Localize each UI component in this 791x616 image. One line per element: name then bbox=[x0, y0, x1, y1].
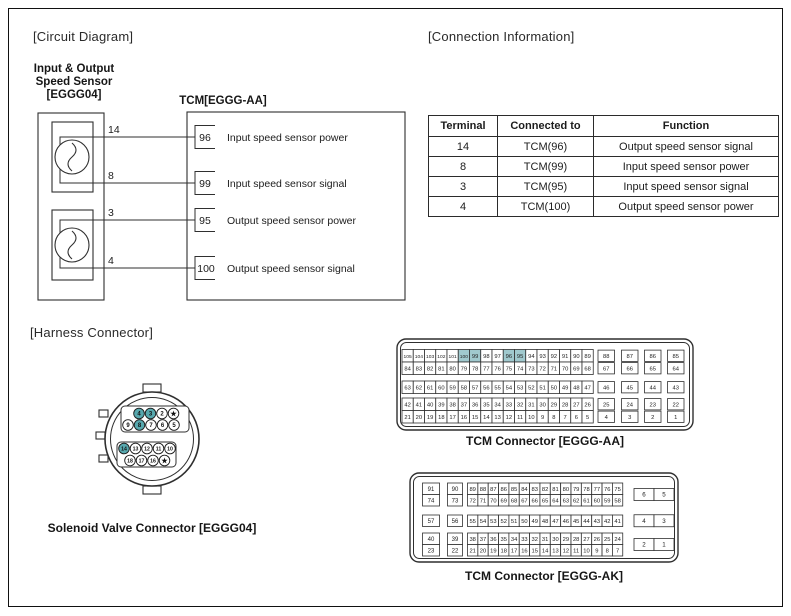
ak-pin-37-label: 37 bbox=[479, 536, 487, 543]
solenoid-pin-number: 10 bbox=[167, 446, 173, 453]
connector-side-tab bbox=[96, 432, 105, 439]
circuit-wire-labels bbox=[108, 124, 356, 275]
solenoid-pin-number: 12 bbox=[144, 446, 150, 453]
aa-pin-11-label: 11 bbox=[517, 414, 524, 421]
ak-pin-15-label: 15 bbox=[531, 548, 539, 555]
connector-bottom-tab bbox=[143, 486, 161, 494]
aa-pin-75-label: 75 bbox=[505, 366, 513, 373]
ak-pin-91-label: 91 bbox=[427, 486, 435, 493]
ak-pin-57-label: 57 bbox=[427, 518, 435, 525]
aa-pin-22-label: 22 bbox=[672, 402, 679, 409]
tcm-pin-number: 96 bbox=[199, 132, 211, 144]
solenoid-pin-number: 11 bbox=[155, 446, 162, 453]
aa-pin-74-label: 74 bbox=[516, 366, 524, 373]
ak-pin-38-label: 38 bbox=[469, 536, 476, 543]
tcm-pin-number: 95 bbox=[199, 215, 211, 227]
wire-function-label: Input speed sensor signal bbox=[227, 178, 347, 190]
aa-pin-2-label: 2 bbox=[651, 414, 655, 421]
ak-pin-35-label: 35 bbox=[500, 536, 507, 543]
ak-pin-39-label: 39 bbox=[451, 536, 459, 543]
ak-pin-55-label: 55 bbox=[469, 518, 476, 525]
ak-pin-53-label: 53 bbox=[490, 518, 497, 525]
aa-pin-27-label: 27 bbox=[573, 402, 580, 409]
aa-pin-33-label: 33 bbox=[505, 402, 513, 409]
solenoid-pin-number: 7 bbox=[149, 423, 153, 430]
cell-function: Output speed sensor power bbox=[594, 197, 779, 217]
header-connected-to: Connected to bbox=[498, 116, 594, 137]
aa-pin-76-label: 76 bbox=[494, 366, 501, 373]
table-row bbox=[429, 177, 779, 197]
ak-pin-52-label: 52 bbox=[500, 518, 507, 525]
cell-function: Input speed sensor power bbox=[594, 157, 779, 177]
aa-pin-59-label: 59 bbox=[449, 385, 456, 392]
aa-pin-16-label: 16 bbox=[460, 414, 468, 421]
aa-pin-30-label: 30 bbox=[539, 402, 546, 409]
aa-pin-105-label: 105 bbox=[403, 354, 412, 360]
aa-pin-10-label: 10 bbox=[528, 414, 535, 421]
ak-pin-28-label: 28 bbox=[572, 536, 580, 543]
aa-pin-40-label: 40 bbox=[426, 402, 434, 409]
aa-pin-104-label: 104 bbox=[414, 354, 423, 360]
solenoid-pin-number: 9 bbox=[126, 423, 130, 430]
aa-pin-100-label: 100 bbox=[459, 354, 468, 360]
sensor-pin-label: 8 bbox=[108, 170, 114, 182]
aa-pin-28-label: 28 bbox=[561, 402, 569, 409]
aa-pin-38-label: 38 bbox=[449, 402, 456, 409]
aa-pin-61-label: 61 bbox=[426, 385, 434, 392]
aa-pin-21-label: 21 bbox=[404, 414, 411, 421]
aa-pin-70-label: 70 bbox=[561, 366, 569, 373]
ak-pin-23-label: 23 bbox=[427, 548, 435, 555]
header-terminal: Terminal bbox=[429, 116, 498, 137]
aa-pin-46-label: 46 bbox=[603, 385, 610, 392]
aa-pin-67-label: 67 bbox=[603, 366, 610, 373]
tcm-pin-number: 100 bbox=[197, 263, 215, 275]
aa-pin-41-label: 41 bbox=[415, 402, 423, 409]
aa-pin-63-label: 63 bbox=[404, 385, 411, 392]
ak-pin-12-label: 12 bbox=[562, 548, 570, 555]
ak-pin-9-label: 9 bbox=[595, 548, 599, 555]
solenoid-pin-number: ★ bbox=[170, 411, 177, 419]
ak-pin-4-label: 4 bbox=[642, 517, 646, 525]
ak-pin-85-label: 85 bbox=[510, 486, 518, 493]
connection-table bbox=[428, 115, 779, 217]
solenoid-pin-number: 8 bbox=[137, 423, 142, 430]
ak-pin-25-label: 25 bbox=[603, 536, 611, 543]
aa-pin-24-label: 24 bbox=[626, 402, 633, 409]
aa-pin-55-label: 55 bbox=[494, 385, 501, 392]
solenoid-pin-number: 18 bbox=[127, 458, 133, 465]
ak-pin-63-label: 63 bbox=[562, 498, 570, 505]
ak-pin-71-label: 71 bbox=[479, 498, 487, 505]
cell-terminal: 8 bbox=[429, 157, 498, 177]
wire-3 bbox=[60, 220, 195, 233]
tcm-aa-caption: TCM Connector [EGGG-AA] bbox=[466, 434, 624, 448]
ak-pin-87-label: 87 bbox=[490, 486, 497, 493]
ak-pin-56-label: 56 bbox=[451, 518, 459, 525]
aa-pin-25-label: 25 bbox=[603, 402, 610, 409]
cell-function: Input speed sensor signal bbox=[594, 177, 779, 197]
ak-pin-20-label: 20 bbox=[479, 548, 487, 555]
table-row bbox=[429, 137, 779, 157]
connector-top-tab bbox=[143, 384, 161, 392]
aa-pin-93-label: 93 bbox=[539, 353, 546, 360]
aa-pin-103-label: 103 bbox=[426, 354, 435, 360]
aa-pin-17-label: 17 bbox=[449, 414, 456, 421]
solenoid-pin-number: 4 bbox=[137, 411, 141, 418]
harness-section-title: [Harness Connector] bbox=[30, 325, 154, 340]
ak-pin-79-label: 79 bbox=[572, 486, 580, 493]
aa-pin-29-label: 29 bbox=[550, 402, 558, 409]
ak-pin-36-label: 36 bbox=[490, 536, 497, 543]
cell-terminal: 4 bbox=[429, 197, 498, 217]
solenoid-connector-caption: Solenoid Valve Connector [EGGG04] bbox=[47, 521, 257, 535]
ak-pin-17-label: 17 bbox=[510, 548, 518, 555]
ak-pin-61-label: 61 bbox=[583, 498, 590, 505]
aa-pin-62-label: 62 bbox=[415, 385, 423, 392]
aa-pin-9-label: 9 bbox=[541, 414, 545, 421]
aa-pin-99-label: 99 bbox=[471, 353, 479, 360]
sensor-pin-label: 14 bbox=[108, 124, 120, 136]
solenoid-pin-number: 5 bbox=[172, 423, 176, 430]
ak-pin-60-label: 60 bbox=[593, 498, 601, 505]
aa-pin-65-label: 65 bbox=[649, 366, 656, 373]
ak-pin-86-label: 86 bbox=[500, 486, 507, 493]
ak-pin-3-label: 3 bbox=[662, 517, 666, 525]
ak-pin-54-label: 54 bbox=[479, 518, 487, 525]
aa-pin-85-label: 85 bbox=[672, 353, 679, 360]
aa-pin-47-label: 47 bbox=[584, 385, 591, 392]
ak-pin-59-label: 59 bbox=[603, 498, 611, 505]
ak-pin-13-label: 13 bbox=[552, 548, 559, 555]
aa-pin-72-label: 72 bbox=[539, 366, 546, 373]
aa-pin-71-label: 71 bbox=[550, 366, 558, 373]
tcm-pin-number: 99 bbox=[199, 178, 211, 190]
aa-pin-82-label: 82 bbox=[426, 366, 434, 373]
aa-pin-69-label: 69 bbox=[573, 366, 580, 373]
ak-pin-31-label: 31 bbox=[541, 536, 549, 543]
solenoid-pin-number: 3 bbox=[148, 411, 153, 418]
ak-pin-10-label: 10 bbox=[583, 548, 590, 555]
circuit-wires bbox=[60, 126, 215, 280]
aa-pin-77-label: 77 bbox=[483, 366, 490, 373]
aa-pin-32-label: 32 bbox=[516, 402, 524, 409]
aa-pin-84-label: 84 bbox=[404, 366, 411, 373]
aa-pin-66-label: 66 bbox=[626, 366, 633, 373]
aa-pin-45-label: 45 bbox=[626, 385, 633, 392]
aa-pin-58-label: 58 bbox=[460, 385, 468, 392]
header-function: Function bbox=[594, 116, 779, 137]
cell-terminal: 14 bbox=[429, 137, 498, 157]
solenoid-pin-number: ★ bbox=[161, 458, 168, 466]
ak-pin-78-label: 78 bbox=[583, 486, 590, 493]
ak-pin-73-label: 73 bbox=[451, 498, 459, 505]
ak-pin-84-label: 84 bbox=[521, 486, 528, 493]
aa-pin-36-label: 36 bbox=[471, 402, 479, 409]
cell-connected-to: TCM(99) bbox=[498, 157, 594, 177]
aa-pin-14-label: 14 bbox=[483, 414, 490, 421]
ak-pin-49-label: 49 bbox=[531, 518, 539, 525]
ak-pin-80-label: 80 bbox=[562, 486, 570, 493]
solenoid-pin-number: 13 bbox=[132, 446, 139, 453]
solenoid-pin-number: 17 bbox=[138, 458, 145, 465]
aa-pin-48-label: 48 bbox=[573, 385, 580, 392]
solenoid-pin-number: 2 bbox=[160, 411, 164, 418]
ak-pin-32-label: 32 bbox=[531, 536, 539, 543]
aa-pin-89-label: 89 bbox=[584, 353, 591, 360]
ak-pin-18-label: 18 bbox=[500, 548, 507, 555]
aa-pin-52-label: 52 bbox=[528, 385, 535, 392]
aa-pin-37-label: 37 bbox=[460, 402, 468, 409]
ak-pin-69-label: 69 bbox=[500, 498, 507, 505]
speed-sensor-symbol-2 bbox=[55, 228, 89, 262]
aa-pin-56-label: 56 bbox=[483, 385, 490, 392]
sensor-label-line2: Speed Sensor bbox=[35, 76, 113, 88]
aa-pin-53-label: 53 bbox=[516, 385, 524, 392]
ak-pin-26-label: 26 bbox=[593, 536, 601, 543]
tcm-ak-caption: TCM Connector [EGGG-AK] bbox=[465, 569, 623, 583]
solenoid-pin-number: 16 bbox=[150, 458, 156, 465]
solenoid-connector-outline bbox=[96, 384, 199, 494]
ak-pin-1-label: 1 bbox=[662, 541, 666, 549]
ak-pin-34-label: 34 bbox=[510, 536, 518, 543]
ak-pin-2-label: 2 bbox=[642, 541, 646, 549]
ak-pin-21-label: 21 bbox=[469, 548, 476, 555]
sensor-label-line3: [EGGG04] bbox=[46, 89, 102, 101]
aa-pin-13-label: 13 bbox=[494, 414, 501, 421]
aa-pin-51-label: 51 bbox=[539, 385, 546, 392]
sensor-pin-label: 4 bbox=[108, 255, 114, 267]
aa-pin-4-label: 4 bbox=[604, 414, 608, 421]
wire-8 bbox=[60, 169, 195, 183]
aa-pin-1-label: 1 bbox=[674, 414, 678, 421]
aa-pin-83-label: 83 bbox=[415, 366, 423, 373]
ak-pin-29-label: 29 bbox=[562, 536, 570, 543]
aa-pin-101-label: 101 bbox=[448, 354, 457, 360]
aa-pin-23-label: 23 bbox=[649, 402, 656, 409]
aa-pin-26-label: 26 bbox=[584, 402, 591, 409]
sensor-connector-box bbox=[38, 113, 104, 300]
aa-pin-49-label: 49 bbox=[561, 385, 569, 392]
ak-pin-47-label: 47 bbox=[552, 518, 559, 525]
aa-pin-18-label: 18 bbox=[438, 414, 445, 421]
aa-pin-97-label: 97 bbox=[494, 353, 501, 360]
ak-pin-83-label: 83 bbox=[531, 486, 539, 493]
ak-pin-27-label: 27 bbox=[583, 536, 590, 543]
aa-pin-57-label: 57 bbox=[471, 385, 479, 392]
aa-pin-3-label: 3 bbox=[628, 414, 632, 421]
speed-sensor-symbol-1 bbox=[55, 140, 89, 174]
ak-pin-11-label: 11 bbox=[573, 548, 580, 555]
aa-pin-73-label: 73 bbox=[528, 366, 535, 373]
ak-pin-68-label: 68 bbox=[510, 498, 518, 505]
ak-pin-67-label: 67 bbox=[521, 498, 528, 505]
ak-pin-75-label: 75 bbox=[614, 486, 621, 493]
ak-pin-70-label: 70 bbox=[490, 498, 497, 505]
aa-pin-88-label: 88 bbox=[603, 353, 610, 360]
ak-pin-45-label: 45 bbox=[572, 518, 580, 525]
aa-pin-20-label: 20 bbox=[415, 414, 423, 421]
aa-pin-80-label: 80 bbox=[449, 366, 456, 373]
ak-pin-46-label: 46 bbox=[562, 518, 570, 525]
table-row bbox=[429, 197, 779, 217]
wire-function-label: Output speed sensor signal bbox=[227, 263, 355, 275]
ak-pin-62-label: 62 bbox=[572, 498, 580, 505]
ak-pin-72-label: 72 bbox=[469, 498, 476, 505]
aa-pin-92-label: 92 bbox=[550, 353, 558, 360]
ak-pin-30-label: 30 bbox=[552, 536, 559, 543]
ak-pin-90-label: 90 bbox=[451, 486, 459, 493]
aa-pin-94-label: 94 bbox=[528, 353, 535, 360]
aa-pin-15-label: 15 bbox=[471, 414, 479, 421]
connection-section-title: [Connection Information] bbox=[428, 29, 575, 44]
cell-function: Output speed sensor signal bbox=[594, 137, 779, 157]
aa-pin-64-label: 64 bbox=[672, 366, 679, 373]
aa-pin-42-label: 42 bbox=[404, 402, 411, 409]
ak-pin-44-label: 44 bbox=[583, 518, 590, 525]
wire-14 bbox=[60, 137, 195, 145]
aa-pin-34-label: 34 bbox=[494, 402, 501, 409]
ak-pin-50-label: 50 bbox=[521, 518, 528, 525]
ak-pin-40-label: 40 bbox=[427, 536, 435, 543]
ak-pin-16-label: 16 bbox=[521, 548, 528, 555]
table-row bbox=[429, 157, 779, 177]
sensor-pin-label: 3 bbox=[108, 207, 114, 219]
ak-pin-58-label: 58 bbox=[614, 498, 621, 505]
ak-pin-41-label: 41 bbox=[614, 518, 621, 525]
aa-pin-7-label: 7 bbox=[563, 414, 567, 421]
ak-pin-43-label: 43 bbox=[593, 518, 601, 525]
wire-function-label: Output speed sensor power bbox=[227, 215, 356, 227]
ak-pin-66-label: 66 bbox=[531, 498, 539, 505]
solenoid-pin-number: 6 bbox=[160, 423, 165, 430]
aa-pin-12-label: 12 bbox=[505, 414, 513, 421]
ak-pin-74-label: 74 bbox=[427, 498, 435, 505]
aa-pin-78-label: 78 bbox=[471, 366, 479, 373]
ak-pin-7-label: 7 bbox=[615, 548, 620, 555]
aa-pin-5-label: 5 bbox=[586, 414, 590, 421]
ak-pin-48-label: 48 bbox=[541, 518, 549, 525]
ak-pin-77-label: 77 bbox=[593, 486, 601, 493]
ak-pin-81-label: 81 bbox=[552, 486, 559, 493]
aa-pin-81-label: 81 bbox=[438, 366, 445, 373]
aa-pin-35-label: 35 bbox=[483, 402, 490, 409]
circuit-section-title: [Circuit Diagram] bbox=[33, 29, 134, 44]
aa-pin-44-label: 44 bbox=[649, 385, 656, 392]
ak-pin-5-label: 5 bbox=[662, 491, 666, 499]
aa-pin-50-label: 50 bbox=[550, 385, 558, 392]
aa-pin-19-label: 19 bbox=[426, 414, 434, 421]
aa-pin-98-label: 98 bbox=[483, 353, 490, 360]
ak-pin-33-label: 33 bbox=[521, 536, 528, 543]
ak-pin-8-label: 8 bbox=[605, 548, 609, 555]
tcm-ak-pins bbox=[423, 483, 675, 556]
cell-terminal: 3 bbox=[429, 177, 498, 197]
ak-pin-42-label: 42 bbox=[603, 518, 611, 525]
connection-table-header-row bbox=[429, 116, 779, 137]
tcm-label: TCM[EGGG-AA] bbox=[179, 95, 267, 107]
aa-pin-39-label: 39 bbox=[438, 402, 445, 409]
solenoid-pin-number: 14 bbox=[121, 446, 127, 453]
ak-pin-64-label: 64 bbox=[552, 498, 559, 505]
aa-pin-43-label: 43 bbox=[672, 385, 679, 392]
ak-pin-89-label: 89 bbox=[469, 486, 476, 493]
ak-pin-22-label: 22 bbox=[451, 548, 459, 555]
ak-pin-6-label: 6 bbox=[642, 491, 646, 499]
cell-connected-to: TCM(95) bbox=[498, 177, 594, 197]
sensor-label-line1: Input & Output bbox=[33, 63, 115, 75]
ak-pin-24-label: 24 bbox=[614, 536, 621, 543]
ak-pin-19-label: 19 bbox=[490, 548, 497, 555]
aa-pin-87-label: 87 bbox=[626, 353, 633, 360]
aa-pin-86-label: 86 bbox=[649, 353, 656, 360]
aa-pin-91-label: 91 bbox=[561, 353, 569, 360]
cell-connected-to: TCM(96) bbox=[498, 137, 594, 157]
ak-pin-82-label: 82 bbox=[541, 486, 549, 493]
aa-pin-8-label: 8 bbox=[552, 414, 556, 421]
connector-side-tab bbox=[99, 410, 108, 417]
aa-pin-60-label: 60 bbox=[438, 385, 445, 392]
aa-pin-102-label: 102 bbox=[437, 354, 446, 360]
ak-pin-14-label: 14 bbox=[541, 548, 549, 555]
aa-pin-96-label: 96 bbox=[505, 353, 513, 360]
ak-pin-65-label: 65 bbox=[541, 498, 549, 505]
aa-pin-79-label: 79 bbox=[460, 366, 468, 373]
aa-pin-90-label: 90 bbox=[573, 353, 580, 360]
ak-pin-76-label: 76 bbox=[603, 486, 611, 493]
ak-pin-88-label: 88 bbox=[479, 486, 487, 493]
aa-pin-31-label: 31 bbox=[528, 402, 535, 409]
aa-pin-54-label: 54 bbox=[505, 385, 513, 392]
ak-pin-51-label: 51 bbox=[510, 518, 518, 525]
wire-function-label: Input speed sensor power bbox=[227, 132, 348, 144]
cell-connected-to: TCM(100) bbox=[498, 197, 594, 217]
connector-side-tab bbox=[99, 455, 108, 462]
aa-pin-68-label: 68 bbox=[584, 366, 591, 373]
aa-pin-6-label: 6 bbox=[574, 414, 578, 421]
aa-pin-95-label: 95 bbox=[516, 353, 524, 360]
wire-4 bbox=[60, 257, 195, 268]
